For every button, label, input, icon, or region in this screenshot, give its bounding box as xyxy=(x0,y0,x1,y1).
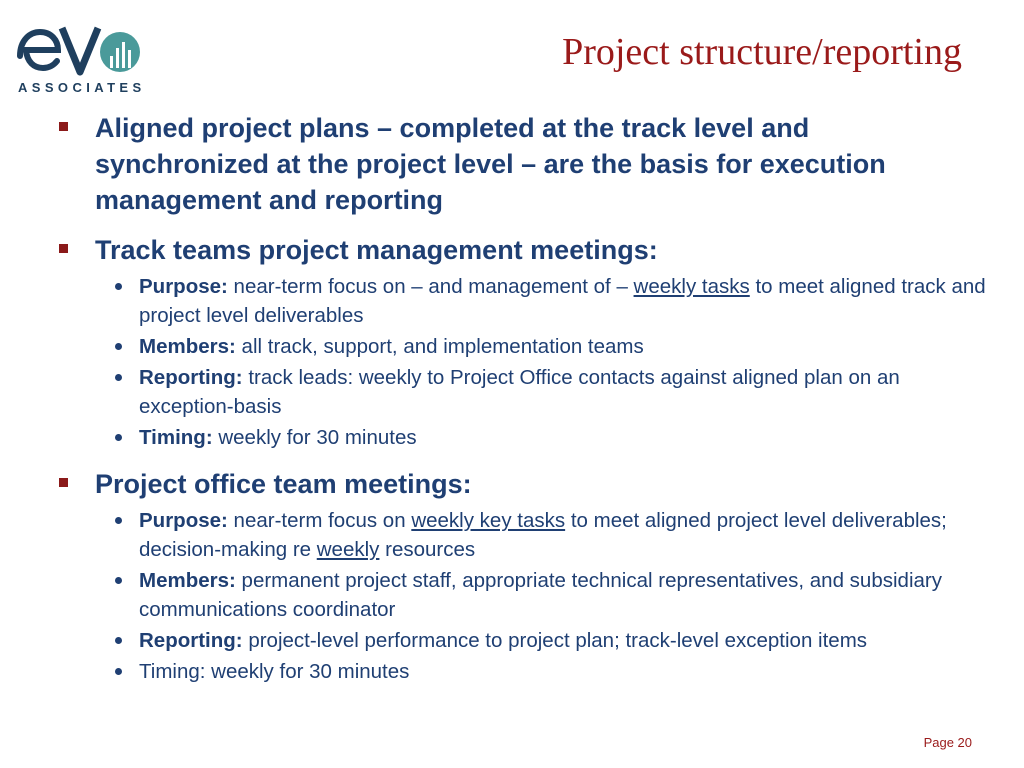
page-number: Page 20 xyxy=(923,735,972,750)
dot-bullet-icon xyxy=(115,434,122,441)
dot-bullet-icon xyxy=(115,283,122,290)
list-item-timing: Timing: weekly for 30 minutes xyxy=(55,423,990,452)
dot-bullet-icon xyxy=(115,374,122,381)
bullet-project-office xyxy=(55,466,990,502)
dot-bullet-icon xyxy=(115,668,122,675)
weekly-tasks-link[interactable]: weekly tasks xyxy=(633,275,750,298)
list-item-reporting: Reporting: track leads: weekly to Project Office contacts against aligned plan on an exception-basis xyxy=(55,363,990,421)
dot-bullet-icon xyxy=(115,637,122,644)
bullet-text: Aligned project plans – completed at the track level and synchronized at the project level – are the basis for execution management and reporting xyxy=(95,113,886,215)
list-item-reporting: Reporting: project-level performance to project plan; track-level exception items xyxy=(55,626,990,655)
dot-bullet-icon xyxy=(115,343,122,350)
dot-bullet-icon xyxy=(115,517,122,524)
square-bullet-icon xyxy=(59,244,68,253)
list-item-members: Members: all track, support, and implementation teams xyxy=(55,332,990,361)
dot-bullet-icon xyxy=(115,577,122,584)
bullet-heading: Track teams project management meetings: xyxy=(95,235,658,265)
list-item-purpose: Purpose: near-term focus on – and management of – weekly tasks to meet aligned track and project level deliverables xyxy=(55,272,990,330)
page-title: Project structure/reporting xyxy=(562,31,962,73)
list-item-purpose: Purpose: near-term focus on weekly key tasks to meet aligned project level deliverables; decision-making re weekly resources xyxy=(55,506,990,564)
project-office-list xyxy=(55,506,990,686)
list-item-timing: Timing: weekly for 30 minutes xyxy=(55,657,990,686)
bullet-track-teams xyxy=(55,232,990,268)
evo-associates-logo xyxy=(16,22,146,102)
track-teams-list xyxy=(55,272,990,452)
weekly-link[interactable]: weekly xyxy=(316,538,380,561)
bullet-aligned-plans xyxy=(55,110,990,218)
weekly-key-tasks-link[interactable]: weekly key tasks xyxy=(411,509,566,532)
square-bullet-icon xyxy=(59,478,68,487)
bullet-heading: Project office team meetings: xyxy=(95,469,472,499)
list-item-members: Members: permanent project staff, appropriate technical representatives, and subsidiary communications coordinator xyxy=(55,566,990,624)
square-bullet-icon xyxy=(59,122,68,131)
content xyxy=(55,110,990,688)
evo-logo-mark xyxy=(16,22,146,80)
logo-wordmark: ASSOCIATES xyxy=(18,80,146,95)
